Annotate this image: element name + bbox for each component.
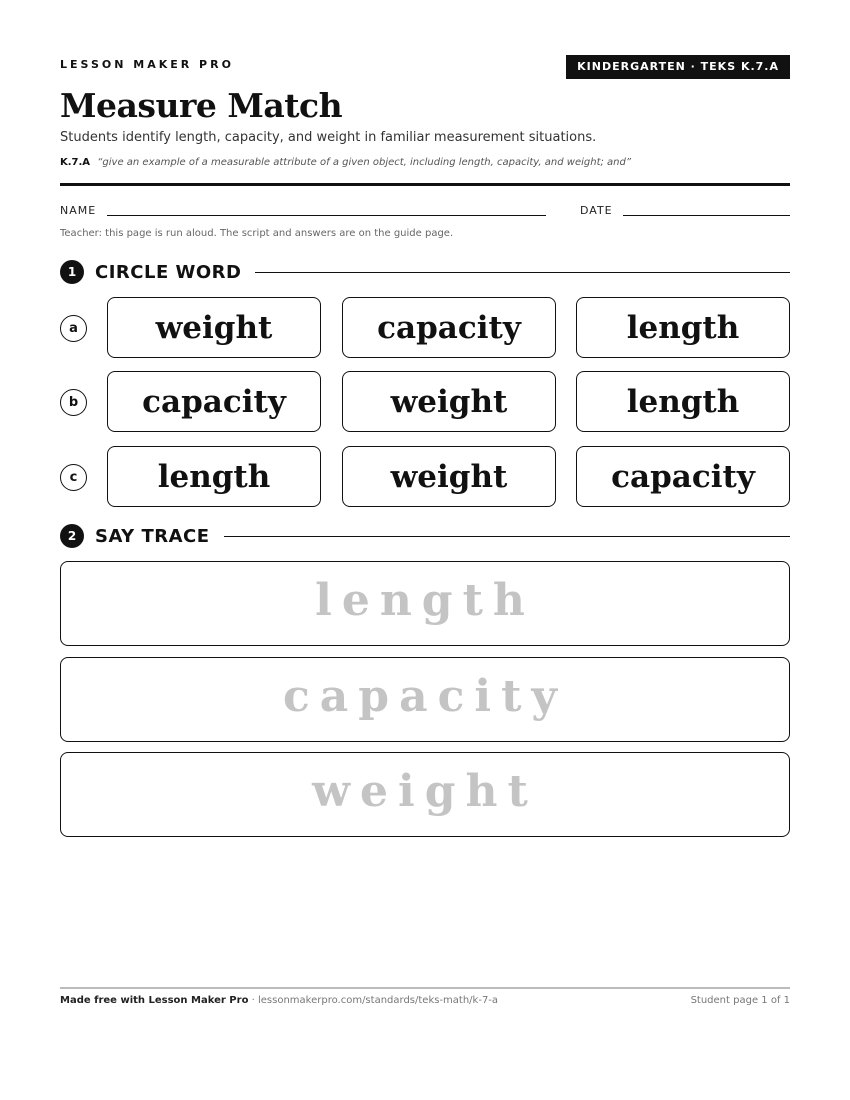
footer-page-number: Student page 1 of 1 <box>690 995 790 1006</box>
section-say-trace-header <box>60 524 790 548</box>
word-choice[interactable]: weight <box>342 371 556 432</box>
standard-line <box>60 157 631 168</box>
row-letter-badge: b <box>60 389 87 416</box>
word-choice[interactable]: length <box>576 297 790 358</box>
section-number-badge: 1 <box>60 260 84 284</box>
footer-credit <box>60 995 498 1006</box>
row-letter-badge: a <box>60 315 87 342</box>
date-label: DATE <box>580 204 613 217</box>
footer-url[interactable]: · lessonmakerpro.com/standards/teks-math/k-7-a <box>248 995 499 1006</box>
word-choice[interactable]: capacity <box>342 297 556 358</box>
word-choice[interactable]: capacity <box>107 371 321 432</box>
footer-divider <box>60 987 790 989</box>
word-choice[interactable]: weight <box>342 446 556 507</box>
footer-made-with: Made free with Lesson Maker Pro <box>60 995 249 1006</box>
trace-box[interactable] <box>60 561 790 646</box>
word-choice[interactable]: length <box>107 446 321 507</box>
row-letter-badge: c <box>60 464 87 491</box>
section-number-badge: 2 <box>60 524 84 548</box>
word-choice[interactable]: length <box>576 371 790 432</box>
name-field[interactable] <box>107 215 546 216</box>
trace-box[interactable] <box>60 752 790 837</box>
word-choice[interactable]: capacity <box>576 446 790 507</box>
page-title: Measure Match <box>60 86 343 125</box>
trace-box[interactable] <box>60 657 790 742</box>
trace-word: length <box>315 575 535 626</box>
trace-word: weight <box>312 766 538 817</box>
header-divider <box>60 183 790 186</box>
word-choice[interactable]: weight <box>107 297 321 358</box>
section-title: SAY TRACE <box>95 525 210 547</box>
section-title: CIRCLE WORD <box>95 261 242 283</box>
date-field[interactable] <box>623 215 790 216</box>
standard-code: K.7.A <box>60 157 91 168</box>
standard-text: “give an example of a measurable attribute of a given object, including length, capacity, and weight; and” <box>97 157 632 168</box>
section-divider <box>224 536 790 537</box>
grade-standard-badge: KINDERGARTEN · TEKS K.7.A <box>566 55 790 79</box>
circle-row-a <box>60 297 790 359</box>
section-divider <box>255 272 790 273</box>
trace-word: capacity <box>283 671 567 722</box>
circle-row-c <box>60 446 790 508</box>
brand-name: LESSON MAKER PRO <box>60 58 234 71</box>
name-label: NAME <box>60 204 97 217</box>
circle-row-b <box>60 371 790 433</box>
section-circle-word-header <box>60 260 790 284</box>
teacher-note: Teacher: this page is run aloud. The script and answers are on the guide page. <box>60 228 454 239</box>
page-subtitle: Students identify length, capacity, and weight in familiar measurement situations. <box>60 130 597 145</box>
